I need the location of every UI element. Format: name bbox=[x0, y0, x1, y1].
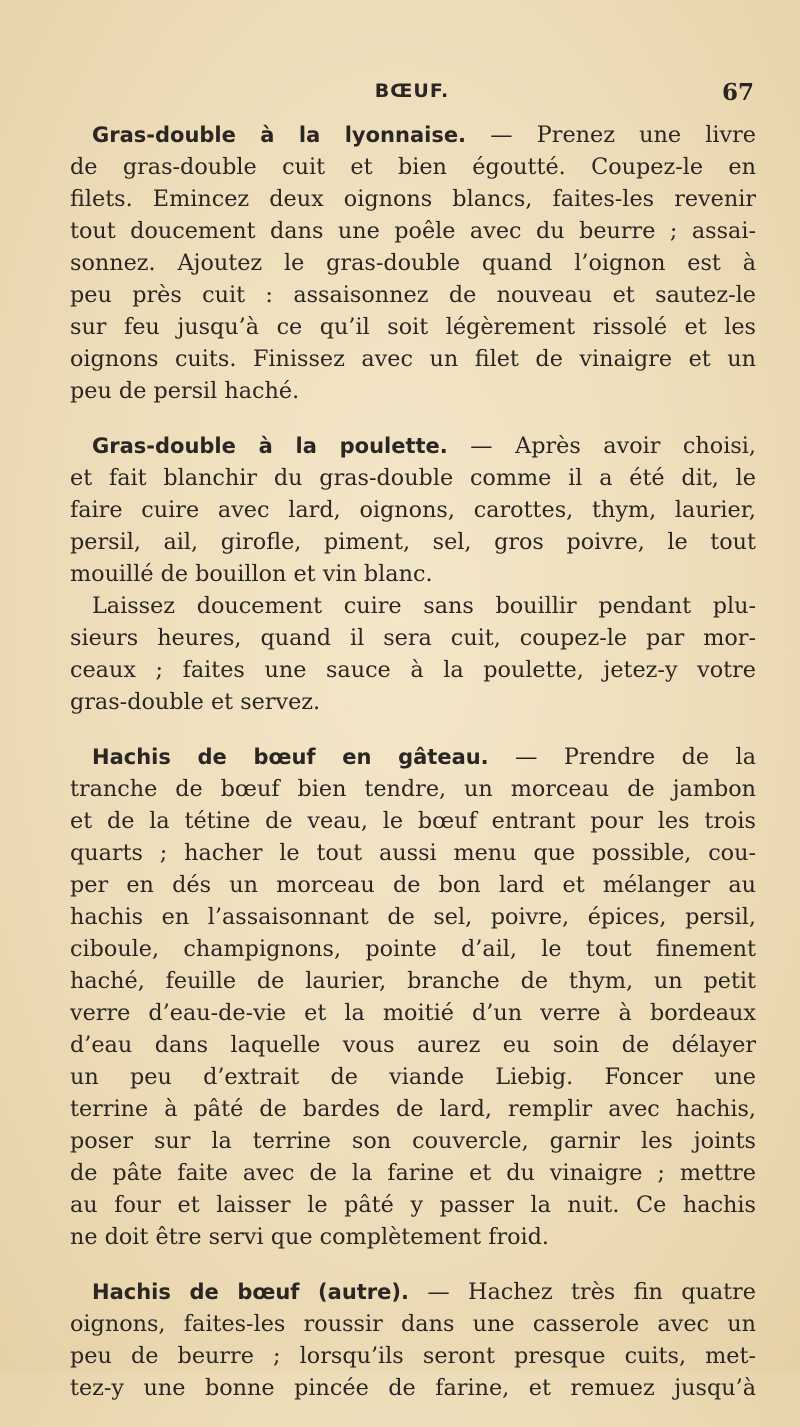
recipe-line: terrine à pâté de bardes de lard, remplir avec hachis, bbox=[70, 1096, 756, 1122]
recipe-hachis-boeuf-autre bbox=[70, 1276, 756, 1404]
recipe-gras-double-poulette bbox=[70, 430, 756, 718]
recipe-line: peu de beurre ; lorsqu’ils seront presque cuits, met- bbox=[70, 1343, 756, 1369]
recipe-line: sieurs heures, quand il sera cuit, coupez-le par mor- bbox=[70, 625, 756, 651]
recipe-line: tranche de bœuf bien tendre, un morceau de jambon bbox=[70, 776, 756, 802]
recipe-line: persil, ail, girofle, piment, sel, gros poivre, le tout bbox=[70, 529, 756, 555]
body-text bbox=[70, 119, 756, 1427]
recipe-first-line bbox=[70, 1276, 756, 1308]
page-number: 67 bbox=[721, 79, 754, 106]
recipe-line: peu près cuit : assaisonnez de nouveau et sautez-le bbox=[70, 282, 756, 308]
recipe-line: oignons cuits. Finissez avec un filet de vinaigre et un bbox=[70, 346, 756, 372]
recipe-line: peu de persil haché. bbox=[70, 378, 300, 404]
recipe-line: mouillé de bouillon et vin blanc. bbox=[70, 561, 433, 587]
recipe-line: d’eau dans laquelle vous aurez eu soin de délayer bbox=[70, 1032, 756, 1058]
recipe-line: filets. Emincez deux oignons blancs, faites-les revenir bbox=[70, 186, 756, 212]
recipe-first-line bbox=[70, 430, 756, 462]
recipe-line: oignons, faites-les roussir dans une casserole avec un bbox=[70, 1311, 756, 1337]
recipe-title: Hachis de bœuf en gâteau. bbox=[92, 745, 489, 769]
recipe-line: haché, feuille de laurier, branche de thym, un petit bbox=[70, 968, 756, 994]
recipe-line: faire cuire avec lard, oignons, carottes, thym, laurier, bbox=[70, 497, 756, 523]
recipe-line: quarts ; hacher le tout aussi menu que possible, cou- bbox=[70, 840, 756, 866]
recipe-line: de pâte faite avec de la farine et du vinaigre ; mettre bbox=[70, 1160, 756, 1186]
recipe-line: hachis en l’assaisonnant de sel, poivre, épices, persil, bbox=[70, 904, 756, 930]
recipe-line: tout doucement dans une poêle avec du beurre ; assai- bbox=[70, 218, 756, 244]
recipe-line: au four et laisser le pâté y passer la nuit. Ce hachis bbox=[70, 1192, 756, 1218]
recipe-title: Gras-double à la poulette. bbox=[92, 434, 448, 458]
recipe-line: ciboule, champignons, pointe d’ail, le tout finement bbox=[70, 936, 756, 962]
recipe-line: un peu d’extrait de viande Liebig. Foncer une bbox=[70, 1064, 756, 1090]
recipe-line: et de la tétine de veau, le bœuf entrant pour les trois bbox=[70, 808, 756, 834]
recipe-line: verre d’eau-de-vie et la moitié d’un verre à bordeaux bbox=[70, 1000, 756, 1026]
recipe-line: et fait blanchir du gras-double comme il a été dit, le bbox=[70, 465, 756, 491]
recipe-text: — Hachez très fin quatre bbox=[408, 1279, 756, 1305]
recipe-first-line bbox=[70, 741, 756, 773]
recipe-line: per en dés un morceau de bon lard et mélanger au bbox=[70, 872, 756, 898]
recipe-line: ne doit être servi que complètement froid. bbox=[70, 1224, 550, 1250]
recipe-line: ceaux ; faites une sauce à la poulette, jetez-y votre bbox=[70, 657, 756, 683]
running-head bbox=[70, 80, 754, 110]
recipe-text: — Après avoir choisi, bbox=[447, 433, 756, 459]
recipe-line: Laissez doucement cuire sans bouillir pendant plu- bbox=[92, 593, 756, 619]
recipe-line: gras-double et servez. bbox=[70, 689, 321, 715]
recipe-line: sur feu jusqu’à ce qu’il soit légèrement rissolé et les bbox=[70, 314, 756, 340]
recipe-title: Gras-double à la lyonnaise. bbox=[92, 123, 467, 147]
recipe-hachis-boeuf-gateau bbox=[70, 741, 756, 1253]
recipe-gras-double-lyonnaise bbox=[70, 119, 756, 407]
running-head-title: BŒUF. bbox=[374, 80, 450, 102]
recipe-line: de gras-double cuit et bien égoutté. Coupez-le en bbox=[70, 154, 756, 180]
recipe-line: tez-y une bonne pincée de farine, et remuez jusqu’à bbox=[70, 1375, 756, 1401]
recipe-line: sonnez. Ajoutez le gras-double quand l’oignon est à bbox=[70, 250, 756, 276]
recipe-line: poser sur la terrine son couvercle, garnir les joints bbox=[70, 1128, 756, 1154]
recipe-title: Hachis de bœuf (autre). bbox=[92, 1280, 409, 1304]
recipe-text: — Prendre de la bbox=[488, 744, 756, 770]
recipe-first-line bbox=[70, 119, 756, 151]
recipe-text: — Prenez une livre bbox=[466, 122, 756, 148]
